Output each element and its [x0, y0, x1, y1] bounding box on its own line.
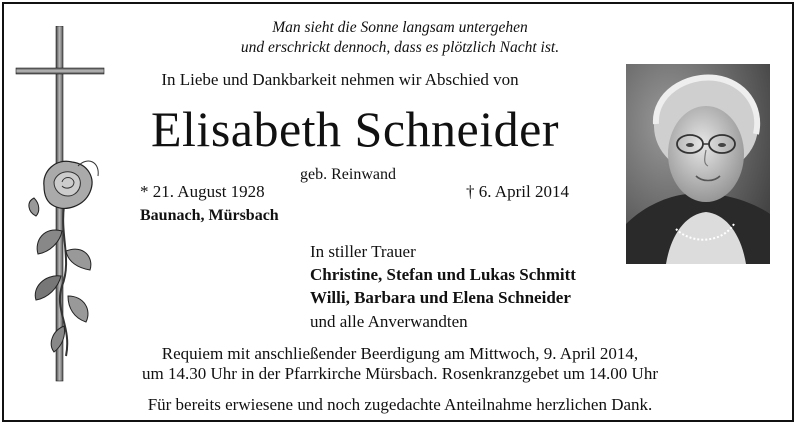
places: Baunach, Mürsbach: [140, 207, 279, 224]
maiden-name: geb. Reinwand: [300, 166, 396, 183]
service-line-1: Requiem mit anschließender Beerdigung am Mittwoch, 9. April 2014,: [161, 344, 639, 363]
mourner-line: Christine, Stefan und Lukas Schmitt: [310, 265, 576, 284]
portrait-photo: [626, 64, 770, 264]
quote-line-2: und erschrickt dennoch, dass es plötzlich Nacht ist.: [240, 39, 560, 56]
service-line-2: um 14.30 Uhr in der Pfarrkirche Mürsbach. Rosenkranzgebet um 14.00 Uhr: [141, 364, 658, 383]
intro-text: In Liebe und Dankbarkeit nehmen wir Abschied von: [161, 70, 519, 89]
mourner-line: Willi, Barbara und Elena Schneider: [310, 288, 571, 307]
death-date: † 6. April 2014: [466, 182, 569, 201]
birth-date: * 21. August 1928: [140, 182, 265, 201]
thanks-text: Für bereits erwiesene und noch zugedachte Anteilnahme herzlichen Dank.: [147, 395, 653, 414]
mourning-label: In stiller Trauer: [310, 242, 416, 261]
relatives-text: und alle Anverwandten: [310, 312, 468, 331]
deceased-name: Elisabeth Schneider: [151, 101, 559, 157]
quote-line-1: Man sieht die Sonne langsam untergehen: [272, 19, 528, 36]
